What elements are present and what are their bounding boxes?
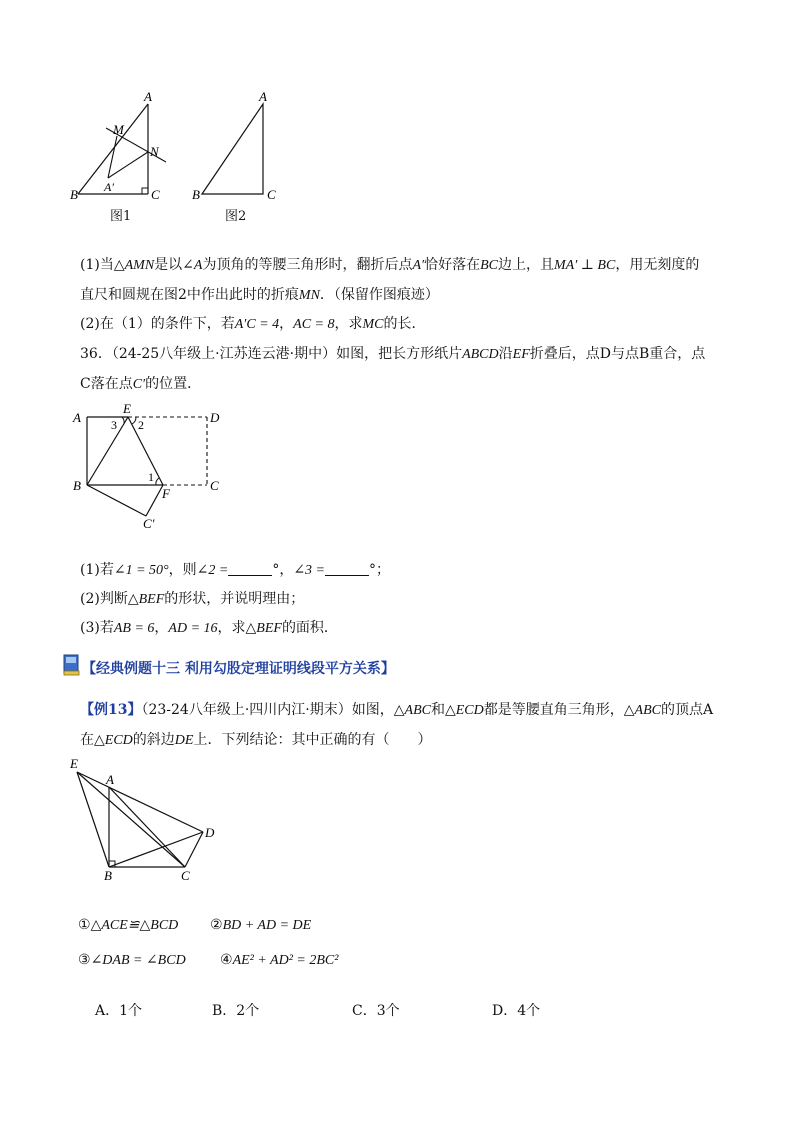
option-c[interactable]: C．3个 [352,1003,400,1019]
fig2-label-b: B [192,187,200,202]
q36-part1: (1)若∠1 = 50°，则∠2 = °，∠3 = °； [80,562,390,578]
q36-angle-3-arc [122,417,124,424]
q36-part3: (3)若AB = 6，AD = 16，求△BEF的面积． [80,620,338,636]
fig2-triangle [202,104,263,194]
figure-2 [190,90,290,205]
q36-line1: 36．（24-25八年级上·江苏连云港·期中）如图，把长方形纸片ABCD沿EF折叠后，点D与点B重合，点 [80,346,706,362]
q36-label-d: D [210,410,220,425]
fig1-label-a-prime: A′ [104,180,114,194]
q36-answer-blank-2[interactable] [325,561,369,576]
ex13-line1: 【例13】（23-24八年级上·四川内江·期末）如图，△ABC和△ECD都是等腰直角三角形，△ABC的顶点A [80,702,714,718]
ex13-label-c: C [181,868,190,883]
fig2-label-c: C [267,187,276,202]
fig1-caption: 图1 [110,209,132,224]
q36-label-e: E [123,401,131,416]
q36-label-a: A [73,410,81,425]
ex13-statement-4: ④AE² + AD² = 2BC² [220,952,339,968]
fig1-right-angle-mark [142,188,148,194]
q36-fold-ef [128,417,163,485]
fig1-label-n: N [150,144,159,159]
ex13-statement-3: ③∠DAB = ∠BCD [78,952,186,968]
q36-label-b: B [73,478,81,493]
q36-side-bc-prime [87,485,146,516]
figure-1 [70,90,180,205]
q35-part1-line2: 直尺和圆规在图2中作出此时的折痕MN．（保留作图痕迹） [80,287,439,303]
ex13-statement-2: ②BD + AD = DE [210,917,312,933]
ex13-label-e: E [70,756,78,771]
option-a[interactable]: A．1个 [95,1003,143,1019]
fig2-caption: 图2 [225,209,247,224]
ex13-seg-ed [77,772,203,832]
ex13-figure [68,755,228,885]
ex13-label-b: B [104,868,112,883]
q36-label-c: C [210,478,219,493]
q36-angle-2-label: 2 [138,418,144,432]
ex13-line2: 在△ECD的斜边DE上．下列结论：其中正确的有（ ） [80,732,432,748]
q36-part2: (2)判断△BEF的形状，并说明理由； [80,591,305,607]
q36-side-be [87,417,128,485]
q36-angle-1-label: 1 [148,470,154,484]
ex13-label-d: D [205,825,215,840]
option-b[interactable]: B．2个 [212,1003,260,1019]
q36-side-fc-prime [146,485,163,516]
fig1-label-a: A [144,90,152,104]
section-title: 【经典例题十三 利用勾股定理证明线段平方关系】 [82,661,395,677]
fig1-a-prime-n [108,152,148,178]
ex13-statement-1: ①△ACE≌△BCD [78,917,179,933]
fig1-ma-prime [108,136,117,178]
fig1-label-c: C [151,187,160,202]
q36-figure [70,400,240,535]
option-d[interactable]: D．4个 [492,1003,541,1019]
q36-label-f: F [162,486,170,501]
fig2-label-a: A [259,90,267,104]
book-icon [62,653,82,677]
q36-answer-blank-1[interactable] [228,561,272,576]
q36-angle-3-label: 3 [111,418,117,432]
ex13-label-a: A [106,772,114,787]
q36-label-c-prime: C′ [143,516,155,531]
q36-angle-2-arc [132,417,136,424]
fig1-label-b: B [70,187,78,202]
fig1-label-m: M [113,122,124,137]
q35-part2: (2)在（1）的条件下，若A′C = 4，AC = 8，求MC的长． [80,316,426,332]
q36-angle-1-arc [156,478,159,485]
ex13-seg-ac [109,787,185,867]
example-tag: 【例13】 [80,702,142,718]
q35-part1-line1: (1)当△AMN是以∠A为顶角的等腰三角形时，翻折后点A′恰好落在BC边上，且MA′ ⊥ BC，用无刻度的 [80,257,700,273]
q36-line2: C落在点C′的位置． [80,376,202,392]
